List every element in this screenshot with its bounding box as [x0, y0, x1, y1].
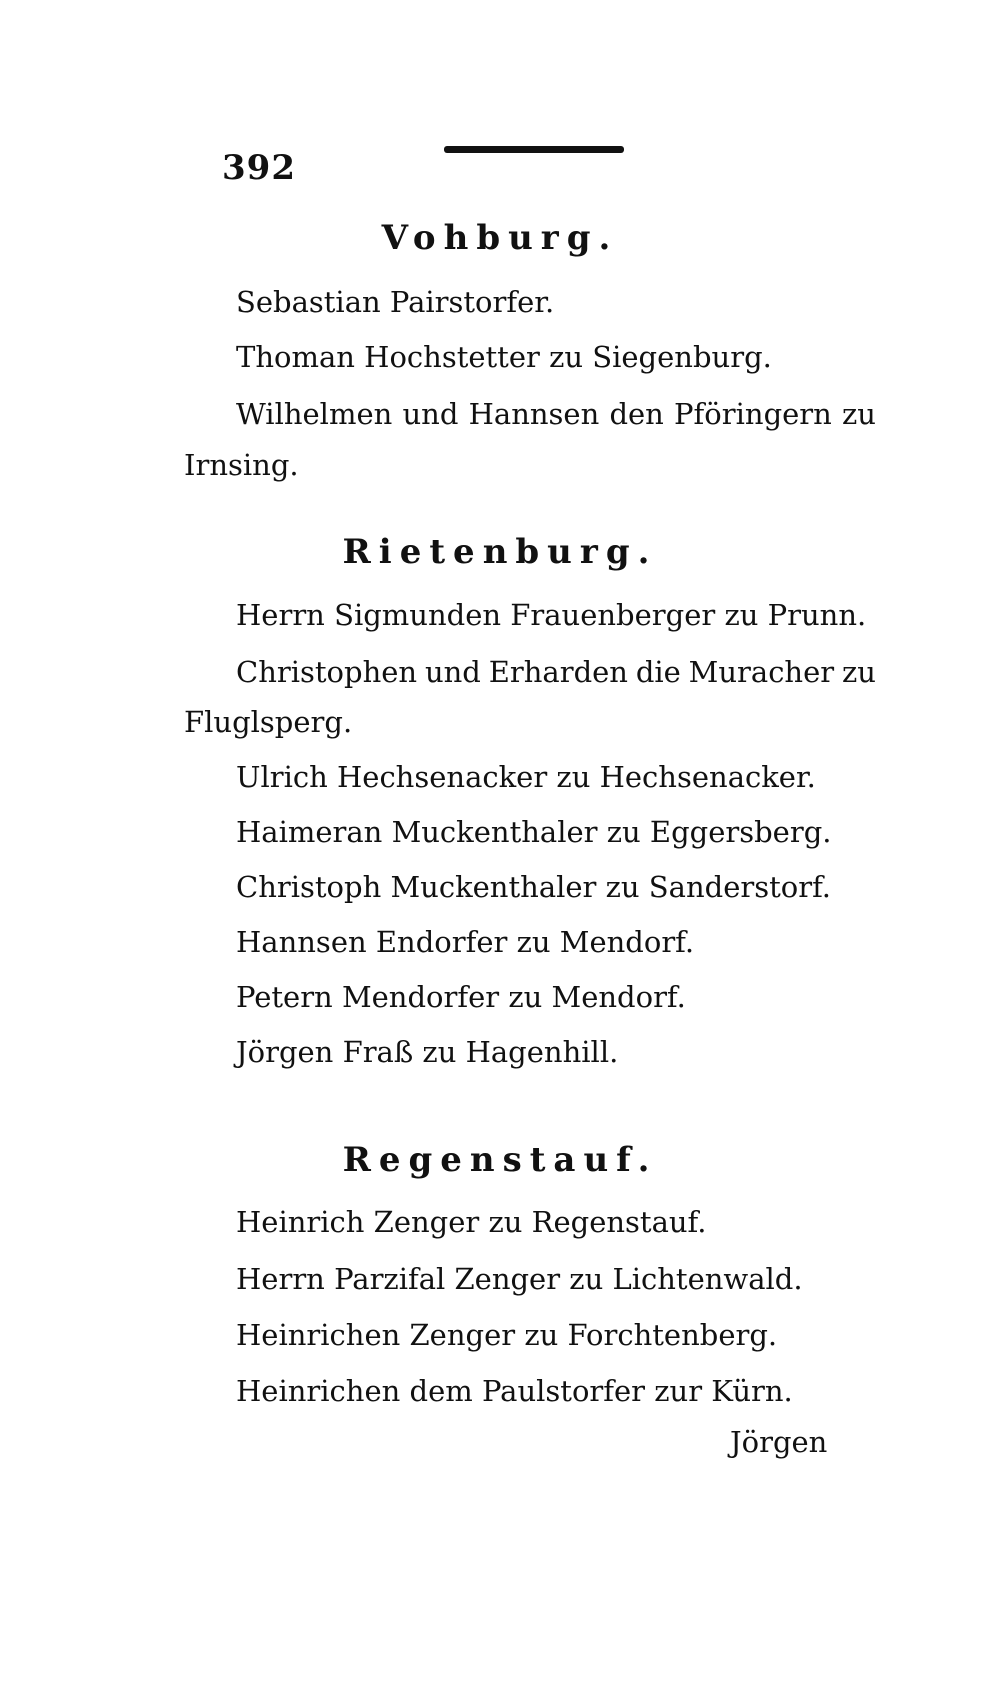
entry-line: Heinrich Zenger zu Regenstauf. [236, 1205, 707, 1239]
entry-line-justified [236, 397, 876, 431]
catchword: Jörgen [730, 1425, 828, 1459]
header-rule [444, 146, 624, 153]
entry-line-justified [236, 655, 876, 689]
word: die [635, 655, 681, 689]
entry-line: Herrn Sigmunden Frauenberger zu Prunn. [236, 598, 867, 632]
word: Wilhelmen [236, 397, 393, 431]
entry-line: Jörgen Fraß zu Hagenhill. [236, 1035, 619, 1069]
word: Hannsen [468, 397, 600, 431]
section-heading-vohburg: Vohburg. [381, 218, 619, 258]
entry-line: Sebastian Pairstorfer. [236, 285, 555, 319]
entry-line: Petern Mendorfer zu Mendorf. [236, 980, 686, 1014]
entry-line-continuation: Fluglsperg. [184, 705, 353, 739]
section-heading-rietenburg: Rietenburg. [342, 532, 658, 572]
word: zu [841, 655, 876, 689]
word: Muracher [688, 655, 835, 689]
word: Christophen [236, 655, 418, 689]
entry-line: Heinrichen Zenger zu Forchtenberg. [236, 1318, 778, 1352]
entry-line: Heinrichen dem Paulstorfer zur Kürn. [236, 1374, 793, 1408]
entry-line: Christoph Muckenthaler zu Sanderstorf. [236, 870, 831, 904]
page-number: 392 [222, 148, 296, 188]
word: den [609, 397, 664, 431]
entry-line: Haimeran Muckenthaler zu Eggersberg. [236, 815, 832, 849]
word: Pföringern [674, 397, 832, 431]
word: und [402, 397, 459, 431]
entry-line-continuation: Irnsing. [184, 448, 299, 482]
section-heading-regenstauf: Regenstauf. [342, 1140, 658, 1180]
entry-line: Hannsen Endorfer zu Mendorf. [236, 925, 695, 959]
entry-line: Thoman Hochstetter zu Siegenburg. [236, 340, 772, 374]
entry-line: Ulrich Hechsenacker zu Hechsenacker. [236, 760, 816, 794]
word: Erharden [488, 655, 628, 689]
word: und [424, 655, 481, 689]
word: zu [842, 397, 876, 431]
entry-line: Herrn Parzifal Zenger zu Lichtenwald. [236, 1262, 803, 1296]
